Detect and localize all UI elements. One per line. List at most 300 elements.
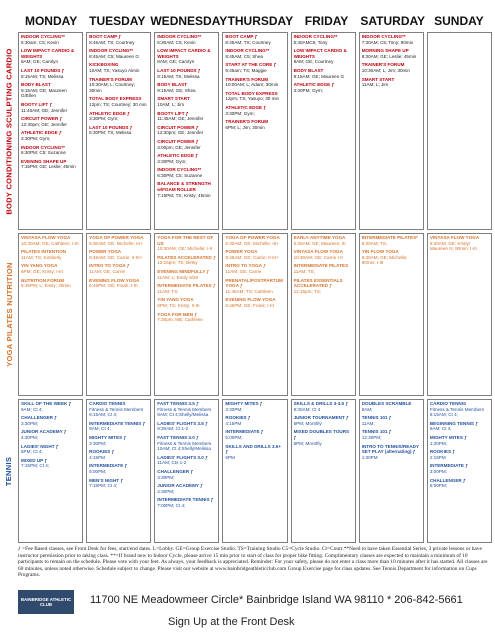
- class-entry: [430, 401, 489, 418]
- class-name: VINYASA FLOW YOGA: [21, 235, 71, 240]
- club-logo: [18, 590, 74, 614]
- class-details: 11:45AM; TS; Cathleen: [225, 288, 273, 294]
- class-details: 11AM; Cts 1-2: [157, 460, 187, 466]
- class-details: 9:15AM; GE; Maureen G: [293, 73, 345, 79]
- class-entry: [89, 125, 148, 136]
- day-column: [291, 233, 356, 396]
- class-name: INTERMEDIATE PILATES*: [361, 235, 418, 240]
- class-entry: [89, 435, 148, 446]
- class-name: CHALLENGER ƒ: [429, 477, 466, 483]
- class-details: Fitness & Tennis Members 8:15AM; Ct 4;: [89, 406, 144, 418]
- class-entry: [21, 278, 80, 289]
- day-column: [222, 399, 287, 543]
- class-name: BOOTY LIFT ƒ: [21, 101, 53, 107]
- class-name: CARDIO TENNIS: [89, 401, 126, 406]
- class-entry: [157, 312, 216, 323]
- class-entry: [362, 415, 421, 426]
- class-name: SKILLS AND DRILLS 3.5+ ƒ: [225, 443, 282, 455]
- class-entry: [225, 401, 284, 412]
- class-name: INTERMEDIATE TENNIS ƒ: [89, 420, 146, 426]
- class-entry: [294, 82, 353, 93]
- class-entry: [157, 269, 216, 280]
- class-details: 6PM; L; Jim; 30min: [225, 124, 265, 130]
- class-entry: [89, 263, 148, 274]
- class-details: 11AM; TS;: [293, 268, 315, 274]
- class-name: TRAINER'S FORUM: [225, 76, 269, 82]
- class-entry: [225, 249, 284, 260]
- class-details: 7:30pm; MB; Cathleen: [157, 317, 203, 323]
- class-entry: [89, 278, 148, 289]
- class-details: 7:15PM; GE; Leslie; 45min: [21, 164, 76, 170]
- class-entry: [21, 68, 80, 79]
- class-entry: [294, 48, 353, 65]
- day-column: [18, 233, 83, 396]
- class-details: 3:30PM; Gym;: [157, 158, 187, 164]
- class-entry: [362, 235, 421, 246]
- class-entry: [21, 102, 80, 113]
- class-entry: [225, 105, 284, 116]
- class-details: 6PM; Monthly: [293, 420, 322, 426]
- class-entry: [225, 235, 284, 246]
- footnote: ƒ =Fee Based classes, see Front Desk for fees, start/end dates. L=Lobby. GE=Group Exercise Studio. TS=Training Studio C5=Cycle Studio. Ct=Court.**Need to have taken Essential Series, 3 private lessons or have instructor permission prior to taking class. **=If brand new to Indoor Cycle, please arrive 15 min prior to start of class for proper bike fitting. Complimentary classes are expected to maintain a minimum of 10 participants to remain on the schedule. Please vote with your feet. As always, your feedback is appreciated. Reminder: For your safety, please do not enter a class more than 10 minutes after it has started. All classes are 60 minutes, unless noted otherwise. Schedule subject to change. Please visit our website at www.bainbridgeathleticclub.com Group Exercise page for class updates. See Tennis Department for information on Cups Programs.: [18, 546, 488, 578]
- class-details: 9:30AM; GE; Kristy/ Maureen N; 90min; I-III: [429, 240, 477, 252]
- class-entry: [21, 145, 80, 156]
- class-name: PILATES ESSENTIALS ACCELERATED ƒ: [293, 277, 343, 289]
- class-entry: [21, 48, 80, 65]
- class-details: 3:30PM; Gym;: [89, 116, 119, 122]
- class-name: CARDIO TENNIS: [429, 401, 467, 406]
- signup-text: Sign Up at the Front Desk: [168, 616, 295, 628]
- class-entry: [157, 401, 216, 418]
- class-entry: [225, 429, 284, 440]
- class-entry: [157, 421, 216, 432]
- class-details: 6PM: [225, 454, 235, 460]
- class-details: 8:30AM; TS;: [361, 240, 388, 246]
- class-name: LOW IMPACT CARDIO & WEIGHTS: [293, 48, 347, 59]
- class-entry: [21, 249, 80, 260]
- class-details: 5:30PM; TS; Melissa: [89, 130, 132, 136]
- class-name: FAST TENNIS 3.0 ƒ: [157, 434, 199, 440]
- class-name: PRENATAL/POSTPARTUM YOGA ƒ: [225, 277, 283, 289]
- class-entry: [294, 235, 353, 246]
- class-details: 1:30PM;: [429, 440, 447, 446]
- class-entry: [89, 235, 148, 246]
- class-entry: [157, 167, 216, 178]
- class-details: 5:00PM;: [429, 483, 447, 489]
- class-details: 12pm; TS; Courtney; 30 min: [89, 101, 147, 107]
- class-details: 11AM;: [361, 420, 375, 426]
- class-details: 5:00PM;: [225, 434, 243, 440]
- class-entry: [157, 483, 216, 494]
- class-name: BALANCE & STRENGTH w/FOAM ROLLER: [157, 181, 211, 193]
- class-name: LAST 10 POUNDS ƒ: [157, 67, 201, 73]
- class-entry: [157, 153, 216, 164]
- class-name: POWER YOGA: [225, 249, 258, 255]
- class-entry: [157, 235, 216, 252]
- class-details: 10:30AM; L; Courtney; 30min: [89, 82, 136, 93]
- day-header: MONDAY: [24, 14, 78, 28]
- class-name: YOGA FOR MEN ƒ: [157, 311, 197, 317]
- class-details: 7:30AM; C5; Tony; 90min: [361, 39, 414, 45]
- class-name: INTERMEDIATE ƒ: [89, 463, 128, 469]
- class-entry: [225, 263, 284, 274]
- class-details: 6PM; Monthly: [293, 440, 322, 446]
- class-name: LOW IMPACT CARDIO & WEIGHTS: [157, 48, 211, 59]
- class-details: 5:30am; C5; Kevin: [21, 39, 59, 45]
- class-name: ATHLETIC EDGE ƒ: [157, 153, 198, 159]
- class-details: 8:45AM; C5; Shea: [225, 53, 263, 59]
- day-column: [427, 399, 492, 543]
- class-name: KICKBOXING: [89, 62, 119, 68]
- class-name: YOGA OF POWER YOGA: [225, 235, 280, 240]
- class-details: 9:45AM; GE; Carrie; II-III+: [225, 254, 279, 260]
- class-entry: [430, 463, 489, 474]
- class-details: Fitness & Tennis Members 9AM; Ct 4;Shelly/Melissa: [157, 406, 212, 418]
- class-details: Fitness & Tennis Members 8:15AM; Ct 4;: [429, 406, 484, 418]
- class-entry: [225, 297, 284, 308]
- class-name: SKILLS & DRILLS 3-3.5 ƒ: [293, 401, 348, 406]
- class-details: 6:45PM; GE; Frank; I-III: [225, 302, 274, 308]
- class-entry: [430, 235, 489, 252]
- class-name: CHALLENGER ƒ: [21, 415, 57, 421]
- class-name: YIN YANG YOGA: [21, 263, 58, 269]
- class-entry: [294, 278, 353, 295]
- class-name: LAST 10 POUNDS ƒ: [21, 67, 65, 73]
- class-name: LADIES' NIGHT ƒ: [21, 443, 59, 449]
- class-name: INTRO TO YOGA ƒ: [225, 263, 266, 269]
- class-details: 9:45AM; GE; Carrie; II-III+: [89, 254, 143, 260]
- class-name: INTERMEDIATE PILATES: [293, 263, 349, 269]
- class-entry: [362, 249, 421, 266]
- class-entry: [225, 62, 284, 73]
- class-details: 7:15PM; TS; Kristy; 45min: [157, 192, 211, 198]
- class-name: EVENING FLOW YOGA: [89, 277, 140, 283]
- class-entry: [89, 401, 148, 418]
- class-entry: [89, 111, 148, 122]
- class-entry: [430, 478, 489, 489]
- class-name: SMART START: [361, 76, 395, 82]
- class-details: 9AM; Ct 4;: [89, 426, 111, 432]
- class-entry: [157, 68, 216, 79]
- class-details: 5:30AM; GE; Michelle; III+: [225, 240, 279, 246]
- class-entry: [225, 119, 284, 130]
- class-name: LOW IMPACT CARDIO & WEIGHTS: [21, 48, 75, 59]
- class-details: 6:45PM; L; Emily; 30min: [21, 283, 71, 289]
- class-details: 6:45PM; GE; Frank; I-III: [89, 283, 138, 289]
- class-details: 8:30AM; GE; Leslie; 45min: [361, 53, 417, 59]
- class-name: BODY BLAST: [157, 82, 188, 88]
- class-details: 11AM; GE; Carrie: [225, 268, 262, 274]
- class-name: JUNIOR ACADEMY ƒ: [21, 429, 67, 435]
- class-name: INDOOR CYCLING**: [361, 34, 406, 39]
- class-details: 10:30AM; GE; Cathleen; I-III: [21, 240, 79, 246]
- day-column: [18, 399, 83, 543]
- class-entry: [225, 444, 284, 461]
- class-details: 9:15AM; GE; Maureen G/Ellen: [21, 87, 67, 99]
- class-name: YOGA OF POWER YOGA: [89, 235, 144, 240]
- class-name: BOOTY LIFT ƒ: [157, 110, 189, 116]
- class-entry: [89, 62, 148, 73]
- day-header: SUNDAY: [434, 14, 484, 28]
- class-details: 3:00pm; GE; Jennifer: [157, 144, 201, 150]
- class-details: 3:30PM;: [225, 406, 243, 412]
- class-name: ROOKIES ƒ: [89, 449, 115, 455]
- section-label-tennis: TENNIS: [4, 456, 14, 486]
- class-entry: [362, 34, 421, 45]
- day-header: TUESDAY: [89, 14, 146, 28]
- day-header: THURSDAY: [227, 14, 294, 28]
- class-name: TRAINER'S FORUM: [89, 76, 132, 82]
- class-details: 9:45am; TS; Maggie: [225, 67, 267, 73]
- class-entry: [21, 34, 80, 45]
- logo-text: BAINBRIDGE ATHLETIC CLUB: [20, 597, 72, 607]
- class-entry: [225, 91, 284, 102]
- class-details: 9AM; Ct 4;: [21, 406, 43, 412]
- class-name: YOGA FOR THE REST OF US: [157, 235, 214, 246]
- class-details: 3:00PM;: [429, 468, 447, 474]
- class-details: 10:30AM; GE; Carrie I-II: [293, 254, 343, 260]
- class-details: 5:30AM; GE; Maureen; III: [293, 240, 346, 246]
- class-name: BOOT CAMP ƒ: [225, 34, 258, 39]
- yoga-section: [18, 233, 492, 396]
- class-details: 8:45AM; C5; Maureen G: [89, 53, 139, 59]
- class-details: 8AM; GE; Carolyn: [157, 59, 195, 65]
- class-name: START AT THE CORE ƒ: [225, 62, 277, 68]
- class-details: 5:30AMC5; Tony: [293, 39, 328, 45]
- class-details: 10:30AM; L; Jim; 30min: [361, 67, 410, 73]
- class-entry: [21, 401, 80, 412]
- class-name: CIRCUIT POWER ƒ: [157, 138, 199, 144]
- day-header: FRIDAY: [304, 14, 349, 28]
- class-details: 12pm; TS; Yasuyo; 30 min: [225, 96, 280, 102]
- class-entry: [294, 249, 353, 260]
- class-details: 12:30pm; GE; Jennifer: [157, 130, 204, 136]
- class-name: SMART START: [157, 96, 190, 102]
- class-name: INDOOR CYCLING**: [157, 167, 202, 173]
- class-entry: [430, 421, 489, 432]
- class-entry: [21, 458, 80, 469]
- class-name: YIN FLOW YOGA: [361, 249, 399, 255]
- class-details: 12:15pm; TS;: [293, 288, 322, 294]
- class-name: INTERMEDIATE ƒ: [429, 463, 468, 469]
- class-details: 9:30AM; Ct 1-2: [157, 426, 189, 432]
- class-entry: [430, 435, 489, 446]
- class-entry: [225, 48, 284, 59]
- class-name: LADIES' FLIGHTS 3.0 ƒ: [157, 454, 208, 460]
- class-entry: [21, 235, 80, 246]
- class-details: 8AM; GE; Carolyn: [21, 59, 59, 65]
- day-column: [427, 32, 492, 230]
- class-name: BOOT CAMP ƒ: [89, 34, 121, 39]
- class-entry: [362, 401, 421, 412]
- class-entry: [21, 116, 80, 127]
- class-name: MEN'S NIGHT ƒ: [89, 477, 123, 483]
- class-entry: [157, 435, 216, 452]
- class-name: VINYASA FLOW YOGA: [429, 235, 480, 240]
- class-entry: [294, 401, 353, 412]
- class-entry: [157, 48, 216, 65]
- day-header: SATURDAY: [360, 14, 426, 28]
- class-details: 11AM; TS; Kimberly: [21, 254, 62, 260]
- address: 11700 NE Meadowmeer Circle* Bainbridge Island WA 98110 * 206-842-5661: [90, 594, 463, 606]
- class-entry: [294, 415, 353, 426]
- day-column: [86, 233, 151, 396]
- day-column: [154, 399, 219, 543]
- class-details: 6PM; GE; Kristy; I-III: [21, 268, 63, 274]
- class-entry: [294, 263, 353, 274]
- class-name: TOTAL BODY EXPRESS: [89, 96, 142, 102]
- class-name: PILATES ACCELERATED ƒ: [157, 254, 216, 260]
- class-entry: [89, 478, 148, 489]
- class-details: 6PM; Ct 4;: [21, 449, 43, 455]
- class-name: INDOOR CYCLING**: [157, 34, 202, 39]
- class-details: 11AM; L; Emily 8/29: [157, 274, 199, 280]
- class-entry: [21, 130, 80, 141]
- class-name: ATHLETIC EDGE ƒ: [21, 130, 62, 136]
- day-header: WEDNESDAY: [150, 14, 228, 28]
- class-details: 1:30PM: [361, 454, 378, 460]
- class-details: 3:30PM; Gym;: [225, 110, 255, 116]
- day-column: [291, 32, 356, 230]
- class-details: 3:30PM;: [89, 440, 107, 446]
- class-details: 8:30AM; GE; Michelle; 90min; I-III: [361, 254, 408, 266]
- class-details: 7:15PM; Ct 4;: [21, 463, 50, 469]
- class-name: EVENING FLOW YOGA: [225, 297, 276, 303]
- class-entry: [157, 455, 216, 466]
- class-entry: [157, 125, 216, 136]
- class-name: CIRCUIT POWER ƒ: [157, 124, 199, 130]
- class-details: 4:30PM;: [21, 434, 39, 440]
- class-entry: [157, 255, 216, 266]
- class-details: 11:45AM; GE; Jennifer: [157, 116, 204, 122]
- day-column: [291, 399, 356, 543]
- class-entry: [21, 263, 80, 274]
- class-entry: [157, 283, 216, 294]
- class-details: 12:30PM;: [361, 434, 382, 440]
- class-details: 4:30PM;: [157, 488, 175, 494]
- day-column: [222, 32, 287, 230]
- day-column: [359, 399, 424, 543]
- class-details: 8:30AM; Ct 4: [293, 406, 321, 412]
- class-details: 11AM; GE; Carrie: [89, 268, 126, 274]
- class-entry: [225, 415, 284, 426]
- class-details: 10:00AM; L; Adam; 30min: [225, 82, 279, 88]
- class-entry: [225, 77, 284, 88]
- class-details: 4:15PM: [89, 454, 105, 460]
- class-details: 9AM; Ct 4;: [429, 426, 452, 432]
- class-entry: [362, 77, 421, 88]
- class-name: YIN YANG YOGA: [157, 297, 194, 303]
- class-details: Fitness & Tennis Members 10AM; Ct 4;Shelly/Melissa: [157, 440, 212, 452]
- class-entry: [362, 48, 421, 59]
- class-name: MIXED UP ƒ: [21, 457, 47, 463]
- class-name: ATHLETIC EDGE ƒ: [225, 104, 266, 110]
- class-details: 9:15AM; GE; Shea: [157, 87, 196, 93]
- class-details: 12:30pm; GE; Jennifer: [21, 121, 67, 127]
- class-name: MIGHTY MITES ƒ: [225, 401, 263, 406]
- class-details: 8:15AM; TS; Melissa: [21, 73, 64, 79]
- class-name: ATHLETIC EDGE ƒ: [293, 82, 335, 88]
- class-name: BEGINNING TENNIS ƒ: [429, 420, 478, 426]
- day-column: [154, 233, 219, 396]
- day-column: [359, 233, 424, 396]
- class-name: LAST 10 POUNDS ƒ: [89, 124, 133, 130]
- class-details: 8:45AM; TS; Courtney: [89, 39, 135, 45]
- class-name: MIGHTY MITES ƒ: [89, 434, 127, 440]
- class-entry: [157, 82, 216, 93]
- class-name: TRAINER'S FORUM: [361, 62, 405, 68]
- class-name: MORNING SHAPE UP: [361, 48, 409, 54]
- class-entry: [21, 429, 80, 440]
- class-name: DOUBLES SCRAMBLE: [361, 401, 412, 406]
- section-label-yoga: YOGA PILATES NUTRITION: [4, 262, 14, 367]
- class-name: CHALLENGER ƒ: [157, 468, 194, 474]
- class-name: INDOOR CYCLING**: [21, 144, 65, 150]
- class-details: 5:30AM; C5; Kevin: [157, 39, 196, 45]
- class-name: TENNIS 101 ƒ: [361, 429, 392, 435]
- day-column: [86, 399, 151, 543]
- class-name: SKILL OF THE WEEK ƒ: [21, 401, 72, 406]
- day-column: [222, 233, 287, 396]
- class-entry: [89, 77, 148, 94]
- class-name: JUNIOR TOURNAMENT ƒ: [293, 415, 349, 421]
- class-name: JUNIOR ACADEMY ƒ: [157, 483, 203, 489]
- class-name: INTERMEDIATE PILATES ƒ: [157, 283, 216, 289]
- class-name: MIGHTY MITES ƒ: [429, 434, 467, 440]
- class-name: POWER YOGA: [89, 249, 122, 255]
- day-column: [359, 32, 424, 230]
- day-column: [86, 32, 151, 230]
- day-column: [18, 32, 83, 230]
- class-name: INDOOR CYCLING**: [225, 48, 270, 54]
- class-name: BODY BLAST: [293, 67, 324, 73]
- class-name: INTERMEDIATE ƒ: [225, 429, 264, 435]
- class-name: LADIES' FLIGHTS 3.5 ƒ: [157, 420, 208, 426]
- class-name: INDOOR CYCLING**: [293, 34, 338, 39]
- class-entry: [157, 497, 216, 508]
- class-entry: [294, 429, 353, 446]
- class-entry: [89, 449, 148, 460]
- class-name: BODY BLAST: [21, 82, 51, 88]
- class-details: 6:30PM; C5; Suzanne: [21, 150, 66, 156]
- class-details: 11AM; L; Jim: [361, 82, 389, 88]
- cardio-section: [18, 32, 492, 230]
- class-entry: [294, 68, 353, 79]
- class-details: 11:45AM; GE; Jennifer: [21, 107, 68, 113]
- class-entry: [362, 62, 421, 73]
- class-entry: [294, 34, 353, 45]
- class-details: 10AM; TS; Yasuyo Aimin: [89, 67, 140, 73]
- class-details: 6:30PM; C5; Suzanne: [157, 172, 203, 178]
- class-entry: [89, 249, 148, 260]
- class-entry: [21, 82, 80, 99]
- day-header-row: [18, 14, 492, 30]
- class-name: PILATES INTENTION: [21, 249, 67, 255]
- day-column: [427, 233, 492, 396]
- class-entry: [225, 34, 284, 45]
- class-details: 3:30PM;: [157, 474, 175, 480]
- class-name: TENNIS 101 ƒ: [361, 415, 392, 421]
- class-entry: [157, 96, 216, 107]
- class-entry: [157, 139, 216, 150]
- class-name: MIXED DOUBLES TOURS ƒ: [293, 429, 350, 440]
- class-details: 3:30PM; Gym;: [293, 87, 323, 93]
- class-details: 11AM; TS;: [157, 288, 179, 294]
- class-entry: [157, 297, 216, 308]
- class-details: 8:45AM; TS; Courtney: [225, 39, 271, 45]
- class-entry: [157, 469, 216, 480]
- class-details: 6PM; TS; Kristy; II-III: [157, 302, 200, 308]
